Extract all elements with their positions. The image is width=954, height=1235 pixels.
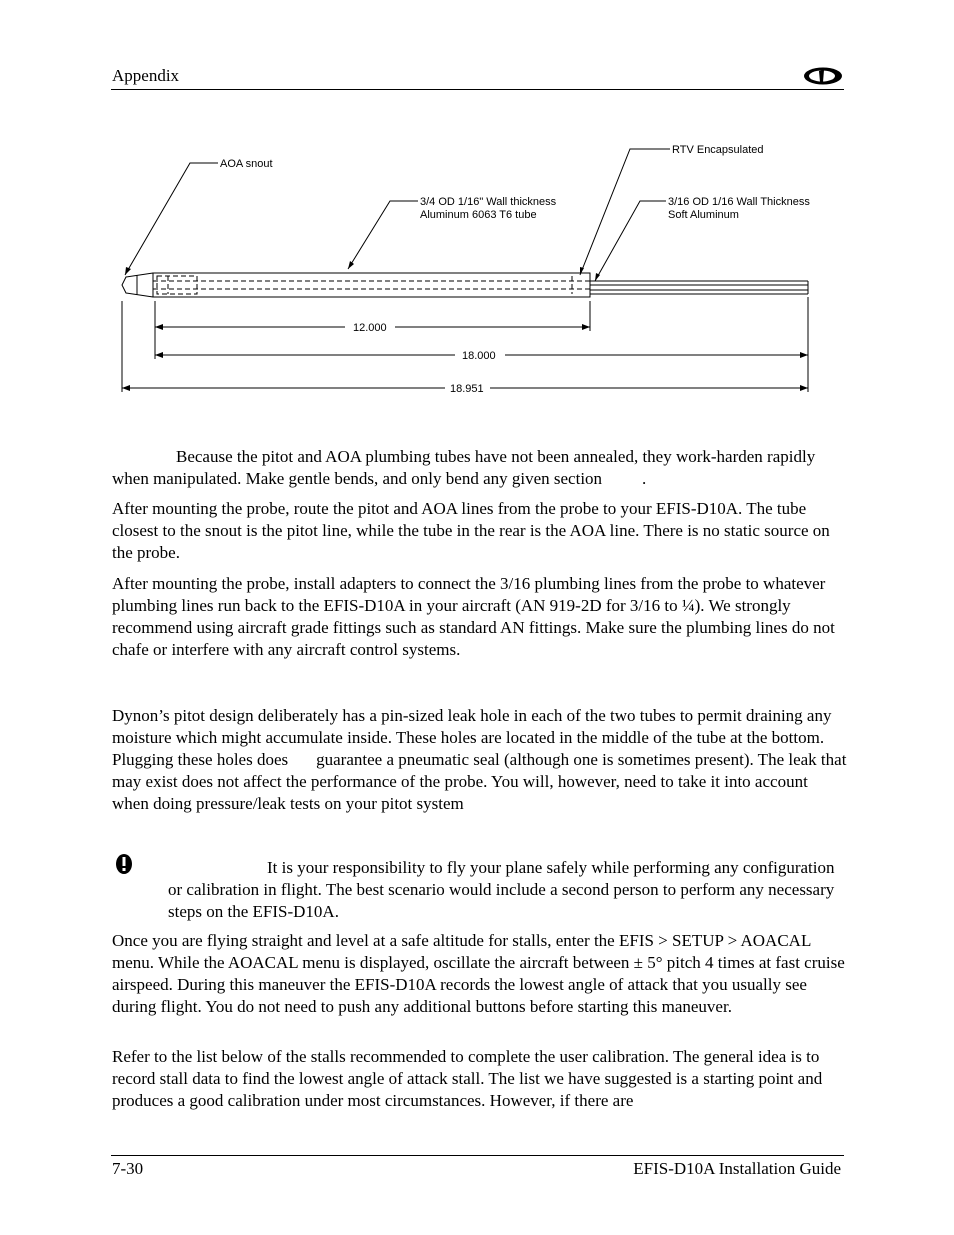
dimension-12: 12.000: [353, 322, 387, 334]
dimension-18951: 18.951: [450, 383, 484, 395]
dimension-18: 18.000: [462, 350, 496, 362]
paragraph-aoacal: Once you are flying straight and level at a safe altitude for stalls, enter the EFIS > SETUP > AOACAL menu. While the AOACAL menu is displayed, oscillate the aircraft between ± 5° pitch 4 times at fast cruise airspeed. During this maneuver the EFIS-D10A records the lowest angle of attack that you usually see during flight. You do not need to push any additional buttons before starting this maneuver.: [112, 931, 845, 1016]
label-aoa-snout: AOA snout: [220, 158, 273, 170]
paragraph-tube-bending: Because the pitot and AOA plumbing tubes have not been annealed, they work-harden rapidly when manipulated. Make gentle bends, and only bend any given section .: [112, 447, 816, 488]
note-safety: It is your responsibility to fly your plane safely while performing any configuration or calibration in flight. The best scenario would include a second person to perform any necessary steps on the EFIS-D10A.: [168, 858, 835, 921]
running-header: Appendix: [112, 66, 180, 85]
dynon-logo-icon: [802, 65, 844, 87]
footer-rule: [111, 1155, 844, 1156]
header-rule: [111, 89, 844, 90]
page-number: 7-30: [112, 1159, 144, 1178]
footer-title: EFIS-D10A Installation Guide: [633, 1159, 841, 1178]
paragraph-routing: After mounting the probe, route the pitot and AOA lines from the probe to your EFIS-D10A. The tube closest to the snout is the pitot line, while the tube in the rear is the AOA line. There is no static source on the probe.: [112, 499, 830, 562]
label-rtv: RTV Encapsulated: [672, 144, 764, 156]
label-soft-spec-2: Soft Aluminum: [668, 209, 739, 221]
probe-drawing: [110, 135, 822, 405]
label-tube-spec-2: Aluminum 6063 T6 tube: [420, 209, 537, 221]
label-soft-spec-1: 3/16 OD 1/16 Wall Thickness: [668, 196, 810, 208]
caution-icon: [115, 853, 133, 875]
paragraph-stall-list: Refer to the list below of the stalls recommended to complete the user calibration. The general idea is to record stall data to find the lowest angle of attack stall. The list we have suggested is a starting point and produces a good calibration under most circumstances. However, if there are: [112, 1047, 823, 1110]
paragraph-leak-holes: Dynon’s pitot design deliberately has a pin-sized leak hole in each of the two tubes to permit draining any moisture which might accumulate inside. These holes are located in the middle of the tube at the bottom. Plugging these holes does guarantee a pneumatic seal (although one is sometimes present). The leak that may exist does not affect the performance of the probe. You will, however, need to take it into account when doing pressure/leak tests on your pitot system: [112, 706, 847, 813]
label-tube-spec-1: 3/4 OD 1/16" Wall thickness: [420, 196, 557, 208]
paragraph-adapters: After mounting the probe, install adapters to connect the 3/16 plumbing lines from the probe to whatever plumbing lines run back to the EFIS-D10A in your aircraft (AN 919-2D for 3/16 to ¼). We strongly recommend using aircraft grade fittings such as standard AN fittings. Make sure the plumbing lines do not chafe or interfere with any aircraft control systems.: [112, 574, 835, 659]
